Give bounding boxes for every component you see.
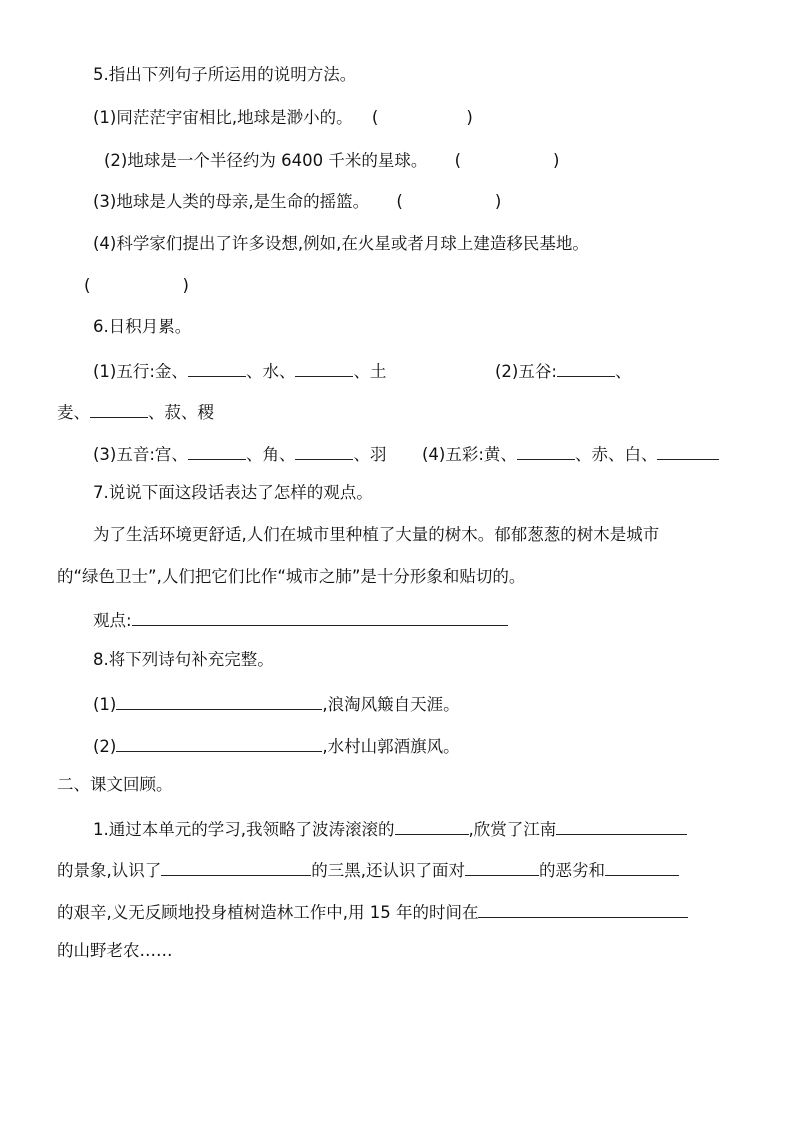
- q5-title: 5.指出下列句子所运用的说明方法。: [93, 65, 357, 84]
- q5-item-2-open-paren: (: [454, 151, 462, 170]
- section2-q1-blank-1[interactable]: [395, 817, 469, 835]
- q6-wuyin-prefix: (3)五音:宫、: [93, 445, 188, 464]
- section2-q1-line3-text: 的艰辛,义无反顾地投身植树造林工作中,用 15 年的时间在: [57, 903, 479, 922]
- q7-answer: [93, 608, 508, 631]
- q6-wuxing-mid1: 、水、: [245, 362, 296, 381]
- q8-item-1-suffix: ,浪淘风簸自天涯。: [322, 695, 460, 714]
- section2-q1-blank-4[interactable]: [465, 858, 539, 876]
- q6-wugu-line2: [57, 400, 214, 423]
- q6-wuyin-mid1: 、角、: [245, 445, 296, 464]
- q8-item-2-number: (2): [93, 737, 117, 756]
- q5-item-3-open-paren: (: [396, 192, 403, 211]
- q6-wuxing: [93, 359, 386, 382]
- q7-paragraph-line-1: 为了生活环境更舒适,人们在城市里种植了大量的树木。郁郁葱葱的树木是城市: [93, 525, 660, 544]
- section2-q1-line-4: 的山野老农……: [57, 941, 173, 960]
- q6-wucai-blank-1[interactable]: [517, 442, 575, 460]
- q6-title: 6.日积月累。: [93, 317, 192, 336]
- section2-q1-line1-text-a: 1.通过本单元的学习,我领略了波涛滚滚的: [93, 820, 395, 839]
- q5-item-3-text: (3)地球是人类的母亲,是生命的摇篮。: [93, 192, 370, 211]
- q6-wuyin: [93, 442, 386, 465]
- q8-item-1-number: (1): [93, 695, 117, 714]
- section2-q1-blank-3[interactable]: [161, 858, 311, 876]
- q8-item-2-suffix: ,水村山郭酒旗风。: [322, 737, 460, 756]
- q6-wuxing-blank-1[interactable]: [188, 359, 246, 377]
- q6-wugu-blank-2[interactable]: [90, 400, 148, 418]
- section2-q1-blank-6[interactable]: [478, 900, 688, 918]
- q6-wugu-line2-suffix: 、菽、稷: [148, 403, 214, 422]
- section2-q1-line-1: [93, 817, 687, 840]
- q5-item-1: [93, 108, 473, 128]
- q6-wuxing-prefix: (1)五行:金、: [93, 362, 188, 381]
- section2-q1-blank-5[interactable]: [605, 858, 679, 876]
- q8-item-2: [93, 734, 460, 757]
- q5-item-1-close-paren: ): [466, 108, 473, 127]
- q6-wuyin-mid2: 、羽: [353, 445, 387, 464]
- q6-wugu-prefix: (2)五谷:: [495, 362, 557, 381]
- section2-q1-line2-text-a: 的景象,认识了: [57, 861, 162, 880]
- section2-q1-line-2: [57, 858, 679, 881]
- q8-item-1: [93, 692, 460, 715]
- section2-q1-blank-2[interactable]: [556, 817, 687, 835]
- q8-item-1-blank[interactable]: [116, 692, 322, 710]
- q5-item-1-open-paren: (: [371, 108, 379, 127]
- q5-item-2-close-paren: ): [553, 151, 560, 170]
- q6-wuxing-mid2: 、土: [353, 362, 387, 381]
- q7-paragraph-line-2: 的“绿色卫士”,人们把它们比作“城市之肺”是十分形象和贴切的。: [57, 567, 526, 586]
- q6-wugu-mid1: 、: [614, 362, 632, 381]
- q6-wugu-line2-prefix: 麦、: [57, 403, 90, 422]
- q6-wuyin-blank-2[interactable]: [295, 442, 353, 460]
- q5-item-4-text: (4)科学家们提出了许多设想,例如,在火星或者月球上建造移民基地。: [93, 234, 589, 253]
- q7-title: 7.说说下面这段话表达了怎样的观点。: [93, 483, 373, 502]
- section2-q1-line2-text-c: 的恶劣和: [539, 861, 605, 880]
- q6-wucai-prefix: (4)五彩:黄、: [422, 445, 517, 464]
- q6-wugu: [495, 359, 631, 382]
- q6-wugu-blank-1[interactable]: [557, 359, 615, 377]
- section2-title: 二、课文回顾。: [57, 775, 173, 794]
- q6-wucai: [422, 442, 719, 465]
- q5-item-1-text: (1)同茫茫宇宙相比,地球是渺小的。: [93, 108, 353, 127]
- q5-item-3-close-paren: ): [494, 192, 502, 211]
- section2-q1-line2-text-b: 的三黑,还认识了面对: [311, 861, 465, 880]
- q5-item-4-open-paren: (: [84, 276, 91, 295]
- q6-wuxing-blank-2[interactable]: [295, 359, 353, 377]
- q6-wuyin-blank-1[interactable]: [188, 442, 246, 460]
- q5-item-4-paren: [84, 276, 189, 296]
- q6-wucai-mid1: 、赤、白、: [574, 445, 658, 464]
- section2-q1-line-3: [57, 900, 688, 923]
- q5-item-4-close-paren: ): [182, 276, 189, 295]
- q7-answer-label: 观点:: [93, 611, 132, 630]
- q8-item-2-blank[interactable]: [116, 734, 322, 752]
- q5-item-2: [104, 151, 559, 171]
- q6-wucai-blank-2[interactable]: [657, 442, 719, 460]
- section2-q1-line1-text-b: ,欣赏了江南: [468, 820, 557, 839]
- q8-title: 8.将下列诗句补充完整。: [93, 650, 274, 669]
- q5-item-3: [93, 192, 501, 212]
- q5-item-2-text: (2)地球是一个半径约为 6400 千米的星球。: [104, 151, 428, 170]
- q7-answer-blank[interactable]: [132, 608, 508, 626]
